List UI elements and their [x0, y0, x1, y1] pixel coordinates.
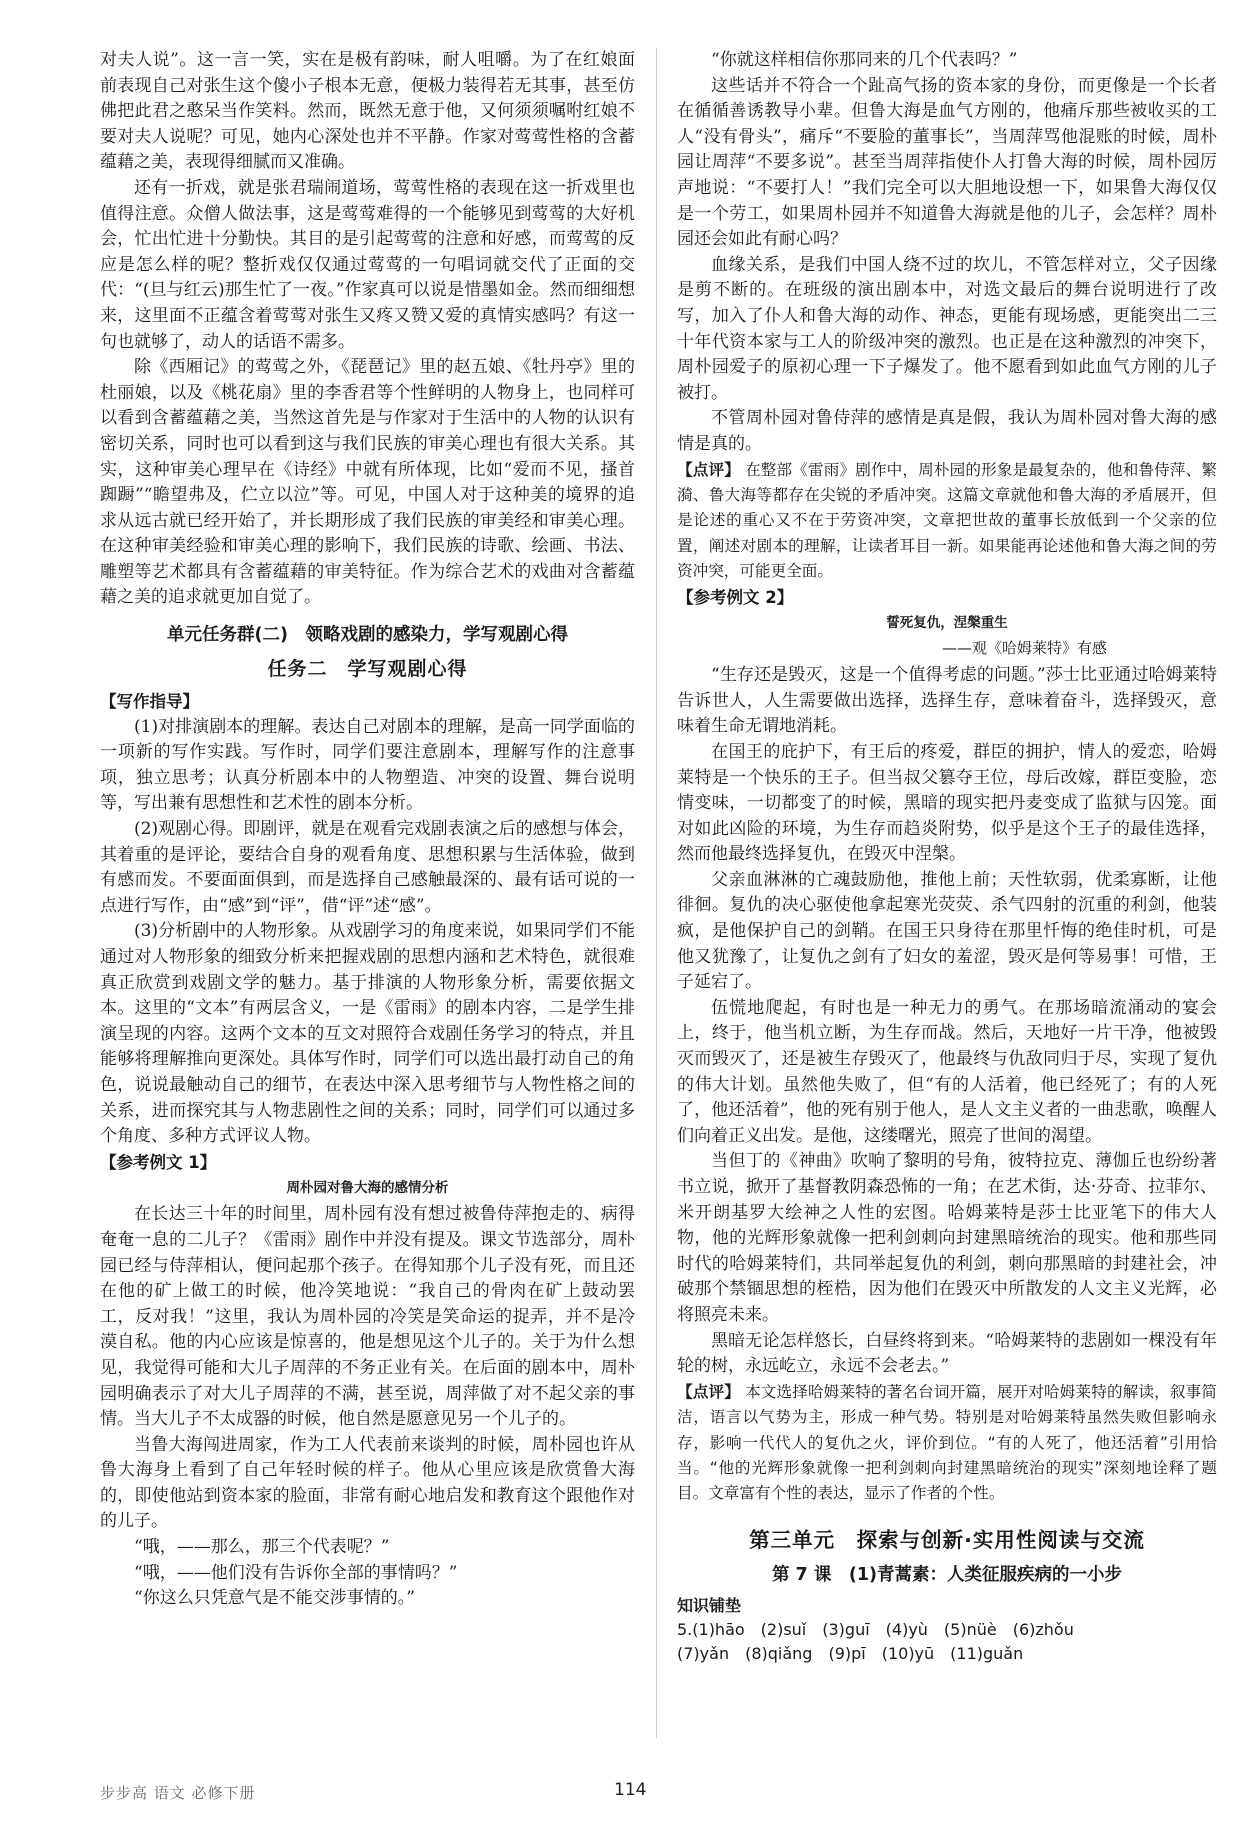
essay-2-title: 誓死复仇，涅槃重生: [886, 615, 1008, 632]
dialogue-line: “哦，——他们没有告诉你全部的事情吗？”: [134, 1562, 458, 1583]
guide-paragraph: (2)观剧心得。即剧评，就是在观看完戏剧表演之后的感想与体会，其着重的是评论，要结合自身的观看角度、思想积累与生活体验，做到有感而发。不要面面俱到，而是选择自己感触最深的、最有话可说的一点进行写作，由“感”到“评”，借“评”述“感”。: [100, 819, 635, 916]
book-footer: 步步高 语文 必修下册: [100, 1784, 256, 1802]
paragraph: 在国王的庇护下，有王后的疼爱，群臣的拥护，情人的爱恋，哈姆莱特是一个快乐的王子。但当叔父篡夺王位，母后改嫁，群臣变脸，恋情变味，一切都变了的时候，黑暗的现实把丹麦变成了监狱与囚笼。面对如此凶险的环境，为生存而趋炎附势，似乎是这个王子的最佳选择，然而他最终选择复仇，在毁灭中涅槃。: [677, 741, 1217, 865]
paragraph: 在长达三十年的时间里，周朴园有没有想过被鲁侍萍抱走的、病得奄奄一息的二儿子？《雷雨》剧作中并没有提及。课文节选部分，周朴园已经与侍萍相认，便问起那个孩子。在得知那个儿子没有死，而且还在他的矿上做工的时候，他冷笑地说：“我自己的骨肉在矿上鼓动罢工，反对我！”这里，我认为周朴园的冷笑是笑命运的捉弄，并不是冷漠自私。他的内心应该是惊喜的，他是想见这个儿子的。关于为什么想见，我觉得可能和大儿子周萍的不务正业有关。在后面的剧本中，周朴园明确表示了对大儿子周萍的不满，甚至说，周萍做了对不起父亲的事情。当大儿子不太成器的时候，他自然是愿意见另一个儿子的。: [100, 1204, 635, 1430]
task-heading: 任务二 学写观剧心得: [267, 658, 468, 681]
dialogue-line: “你就这样相信你那同来的几个代表吗？”: [711, 50, 1018, 70]
dialogue-line: “哦，——那么，那三个代表呢？”: [134, 1537, 390, 1558]
left-column: [100, 48, 635, 1612]
paragraph: 黑暗无论怎样悠长，白昼终将到来。“哈姆莱特的悲剧如一棵没有年轮的树，永远屹立，永远不会老去。”: [677, 1330, 1217, 1377]
paragraph: 不管周朴园对鲁侍萍的感情是真是假，我认为周朴园对鲁大海的感情是真的。: [677, 408, 1217, 454]
comment-label: 【点评】: [677, 1382, 740, 1401]
paragraph: 当但丁的《神曲》吹响了黎明的号角，彼特拉克、薄伽丘也纷纷著书立说，掀开了基督教阴森恐怖的一角；在艺术街，达·芬奇、拉菲尔、米开朗基罗大绘神之人性的宏图。哈姆莱特是莎士比亚笔下的伟大人物，他的光辉形象就像一把利剑刺向封建黑暗统治的现实。他和那些同时代的哈姆莱特们，共同举起复仇的利剑，刺向那黑暗的封建社会，冲破那个禁锢思想的桎梏，因为他们在毁灭中所散发的人文主义光辉，必将照亮未来。: [677, 1151, 1217, 1325]
comment-label: 【点评】: [677, 460, 740, 479]
pinyin-answers: 5.(1)hāo (2)suǐ (3)guī (4)yù (5)nüè (6)zhǒu: [677, 1619, 1074, 1639]
right-column: [677, 48, 1217, 1666]
paragraph: 父亲血淋淋的亡魂鼓励他，推他上前；天性软弱，优柔寡断，让他徘徊。复仇的决心驱使他拿起寒光荧荧、杀气四射的沉重的利剑，他装疯，是他保护自己的剑鞘。在国王只身待在那里忏悔的绝佳时机，可是他又犹豫了，让复仇之剑有了妇女的羞涩，毁灭是何等易事！可惜，王子延宕了。: [677, 869, 1217, 993]
guide-paragraph: (3)分析剧中的人物形象。从戏剧学习的角度来说，如果同学们不能通过对人物形象的细致分析来把握戏剧的思想内涵和艺术特色，就很难真正欣赏到戏剧文学的魅力。基于排演的人物形象分析，需要依据文本。这里的“文本”有两层含义，一是《雷雨》的剧本内容，二是学生排演呈现的内容。这两个文本的互文对照符合戏剧任务学习的特点，并且能够将理解推向更深处。具体写作时，同学们可以选出最打动自己的角色，说说最触动自己的细节，在表达中深入思考细节与人物性格之间的关系，进而探究其与人物悲剧性之间的关系；同时，同学们可以通过多个角度、多种方式评议人物。: [100, 921, 635, 1147]
paragraph: 还有一折戏，就是张君瑞闹道场，莺莺性格的表现在这一折戏里也值得注意。众僧人做法事，这是莺莺难得的一个能够见到莺莺的大好机会，忙出忙进十分勤快。其目的是引起莺莺的注意和好感，而莺莺的反应是怎么样的呢？整折戏仅仅通过莺莺的一句唱词就交代了正面的交代：“(旦与红云)那生忙了一夜。”作家真可以说是惜墨如金。然而细细想来，这里面不正蕴含着莺莺对张生又疼又赞又爱的真情实感吗？有这一句也就够了，动人的话语不需多。: [100, 177, 635, 352]
knowledge-label: 知识铺垫: [677, 1595, 742, 1615]
paragraph: 血缘关系，是我们中国人绕不过的坎儿，不管怎样对立，父子因缘是剪不断的。在班级的演出剧本中，对选文最后的舞台说明进行了改写，加入了仆人和鲁大海的动作、神态，更能有现场感，更能突出二三十年代资本家与工人的阶级冲突的激烈。也正是在这种激烈的冲突下，周朴园爱子的原初心理一下子爆发了。他不愿看到如此血气方刚的儿子被打。: [677, 254, 1217, 403]
essay-1-title: 周朴园对鲁大海的感情分析: [286, 1180, 449, 1197]
comment-block: [677, 1380, 1217, 1507]
dialogue-line: “你这么只凭意气是不能交涉事情的。”: [134, 1588, 415, 1609]
paragraph: 这些话并不符合一个趾高气扬的资本家的身份，而更像是一个长者在循循善诱教导小辈。但鲁大海是血气方刚的，他痛斥那些被收买的工人“没有骨头”，痛斥“不要脸的董事长”，当周萍骂他混账的时候，周朴园让周萍“不要多说”。甚至当周萍指使仆人打鲁大海的时候，周朴园厉声地说：“不要打人！”我们完全可以大胆地设想一下，如果鲁大海仅仅是一个劳工，如果周朴园并不知道鲁大海就是他的儿子，会怎样？周朴园还会如此有耐心吗？: [677, 75, 1217, 250]
paragraph: 除《西厢记》的莺莺之外，《琵琶记》里的赵五娘、《牡丹亭》里的杜丽娘，以及《桃花扇》里的李香君等个性鲜明的人物身上，也同样可以看到含蓄蕴藉之美，当然这首先是与作家对于生活中的人物的认识有密切关系，同时也可以看到这与我们民族的审美心理也有很大关系。其实，这种审美心理早在《诗经》中就有所体现，比如“爱而不见，搔首踟蹰”“瞻望弗及，伫立以泣”等。可见，中国人对于这种美的境界的追求从远古就已经开始了，并长期形成了我们民族的审美经和审美心理。在这种审美经验和审美心理的影响下，我们民族的诗歌、绘画、书法、雕塑等艺术都具有含蓄蕴藉的审美特征。作为综合艺术的戏曲对含蓄蕴藉之美的追求就更加自觉了。: [100, 357, 635, 608]
unit-3-heading: 第三单元 探索与创新·实用性阅读与交流: [749, 1527, 1145, 1552]
page-number: 114: [614, 1780, 647, 1800]
reference-essay-1-label: 【参考例文 1】: [100, 1152, 217, 1172]
unit-task-heading: 单元任务群(二) 领略戏剧的感染力，学写观剧心得: [167, 625, 568, 646]
paragraph: 对夫人说”。这一言一笑，实在是极有韵味，耐人咀嚼。为了在红娘面前表现自己对张生这个傻小子根本无意，便极力装得若无其事，甚至仿佛把此君之憨呆当作笑料。然而，既然无意于他，又何须须嘱咐红娘不要对夫人说呢？可见，她内心深处也并不平静。作家对莺莺性格的含蓄蕴藉之美，表现得细腻而又准确。: [100, 50, 635, 173]
essay-2-subtitle: ——观《哈姆莱特》有感: [941, 639, 1107, 658]
writing-guide-label: 【写作指导】: [100, 692, 199, 712]
paragraph: 当鲁大海闯进周家，作为工人代表前来谈判的时候，周朴园也许从鲁大海身上看到了自己年轻时候的样子。他从心里应该是欣赏鲁大海的，即使他站到资本家的脸面，非常有耐心地启发和教育这个跟他作对的儿子。: [100, 1434, 635, 1532]
paragraph: “生存还是毁灭，这是一个值得考虑的问题。”莎士比亚通过哈姆莱特告诉世人，人生需要做出选择，选择生存，意味着奋斗，选择毁灭，意味着生命无谓地消耗。: [677, 665, 1217, 737]
pinyin-answers: (7)yǎn (8)qiǎng (9)pī (10)yū (11)guǎn: [677, 1643, 1024, 1663]
paragraph: 伍慌地爬起，有时也是一种无力的勇气。在那场暗流涌动的宴会上，终于，他当机立断，为生存而战。然后，天地好一片干净，他被毁灭而毁灭了，还是被生存毁灭了，他最终与仇敌同归于尽，实现了复仇的伟大计划。虽然他失败了，但“有的人活着，他已经死了；有的人死了，他还活着”，他的死有别于他人，是人文主义者的一曲悲歌，唤醒人们向着正义出发。是他，这缕曙光，照亮了世间的渴望。: [677, 997, 1217, 1146]
comment-text: 本文选择哈姆莱特的著名台词开篇，展开对哈姆莱特的解读，叙事简洁，语言以气势为主，形成一种气势。特别是对哈姆莱特虽然失败但影响永存，影响一代代人的复仇之火，评价到位。“有的人死了，他还活着”引用恰当。“他的光辉形象就像一把利剑刺向封建黑暗统治的现实”深刻地诠释了题目。文章富有个性的表达，显示了作者的个性。: [677, 1382, 1217, 1503]
reference-essay-2-label: 【参考例文 2】: [677, 587, 794, 607]
comment-block: [677, 458, 1217, 585]
lesson-heading: 第 7 课 (1)青蒿素：人类征服疾病的一小步: [771, 1564, 1123, 1585]
comment-text: 在整部《雷雨》剧作中，周朴园的形象是最复杂的，他和鲁侍萍、繁漪、鲁大海等都存在尖锐的矛盾冲突。这篇文章就他和鲁大海的矛盾展开，但是论述的重心又不在于劳资冲突，文章把世故的董事长放低到一个父亲的位置，阐述对剧本的理解，让读者耳目一新。如果能再论述他和鲁大海之间的劳资冲突，可能更全面。: [677, 460, 1217, 581]
column-divider: [656, 48, 657, 1738]
guide-paragraph: (1)对排演剧本的理解。表达自己对剧本的理解，是高一同学面临的一项新的写作实践。写作时，同学们要注意剧本，理解写作的注意事项，独立思考；认真分析剧本中的人物塑造、冲突的设置、舞台说明等，写出兼有思想性和艺术性的剧本分析。: [100, 716, 635, 814]
